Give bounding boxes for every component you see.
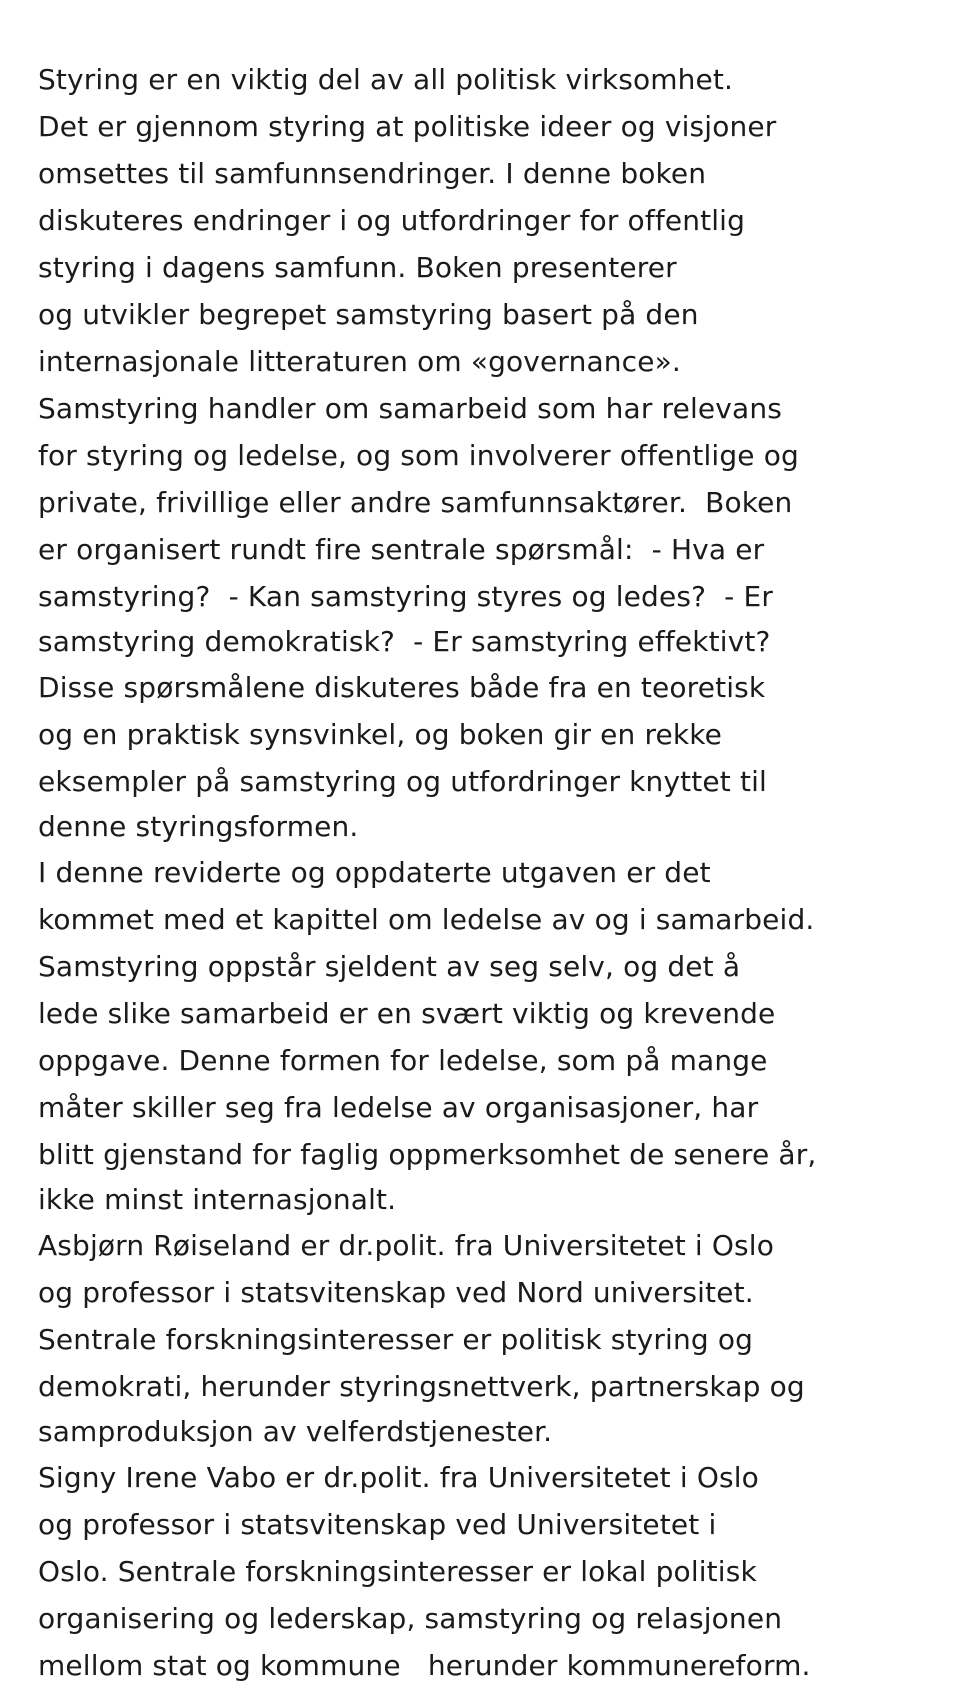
text-line: Asbjørn Røiseland er dr.polit. fra Universitetet i Oslo [38, 1229, 775, 1262]
text-line: oppgave. Denne formen for ledelse, som på mange [38, 1044, 768, 1077]
text-line: lede slike samarbeid er en svært viktig og krevende [38, 997, 776, 1030]
text-line: organisering og lederskap, samstyring og relasjonen [38, 1602, 783, 1635]
text-line: og professor i statsvitenskap ved Nord universitet. [38, 1276, 754, 1309]
text-line: og utvikler begrepet samstyring basert på den [38, 298, 699, 331]
text-line: Sentrale forskningsinteresser er politisk styring og [38, 1323, 754, 1356]
text-line: omsettes til samfunnsendringer. I denne boken [38, 157, 707, 190]
text-line: måter skiller seg fra ledelse av organisasjoner, har [38, 1091, 759, 1124]
text-line: kommet med et kapittel om ledelse av og i samarbeid. [38, 903, 815, 936]
intro-paragraph [38, 56, 938, 664]
text-line: eksempler på samstyring og utfordringer knyttet til [38, 765, 767, 798]
text-line: Styring er en viktig del av all politisk virksomhet. [38, 63, 734, 96]
text-line: styring i dagens samfunn. Boken presenterer [38, 251, 677, 284]
text-line: mellom stat og kommune herunder kommunereform. [38, 1649, 811, 1682]
text-line: Disse spørsmålene diskuteres både fra en teoretisk [38, 671, 766, 704]
text-line: og professor i statsvitenskap ved Universitetet i [38, 1508, 717, 1541]
text-line: og en praktisk synsvinkel, og boken gir en rekke [38, 718, 723, 751]
text-line: blitt gjenstand for faglig oppmerksomhet de senere år, [38, 1138, 817, 1171]
text-line: samstyring demokratisk? - Er samstyring effektivt? [38, 625, 771, 658]
discussion-paragraph [38, 664, 938, 849]
book-description [38, 56, 938, 1689]
author-bio-vabo [38, 1454, 938, 1689]
text-line: diskuteres endringer i og utfordringer for offentlig [38, 204, 746, 237]
text-line: er organisert rundt fire sentrale spørsmål: - Hva er [38, 533, 765, 566]
revised-edition-paragraph [38, 849, 938, 1222]
text-line: Samstyring oppstår sjeldent av seg selv, og det å [38, 950, 741, 983]
text-line: I denne reviderte og oppdaterte utgaven er det [38, 856, 711, 889]
text-line: demokrati, herunder styringsnettverk, partnerskap og [38, 1370, 805, 1403]
text-line: Oslo. Sentrale forskningsinteresser er lokal politisk [38, 1555, 757, 1588]
text-line: Signy Irene Vabo er dr.polit. fra Universitetet i Oslo [38, 1461, 759, 1494]
text-line: Det er gjennom styring at politiske ideer og visjoner [38, 110, 777, 143]
text-line: for styring og ledelse, og som involverer offentlige og [38, 439, 799, 472]
text-line: samstyring? - Kan samstyring styres og ledes? - Er [38, 580, 773, 613]
text-line: samproduksjon av velferdstjenester. [38, 1415, 553, 1448]
text-line: denne styringsformen. [38, 810, 359, 843]
author-bio-roiseland [38, 1222, 938, 1454]
text-line: Samstyring handler om samarbeid som har relevans [38, 392, 782, 425]
text-line: private, frivillige eller andre samfunnsaktører. Boken [38, 486, 793, 519]
text-line: internasjonale litteraturen om «governance». [38, 345, 681, 378]
text-line: ikke minst internasjonalt. [38, 1183, 397, 1216]
